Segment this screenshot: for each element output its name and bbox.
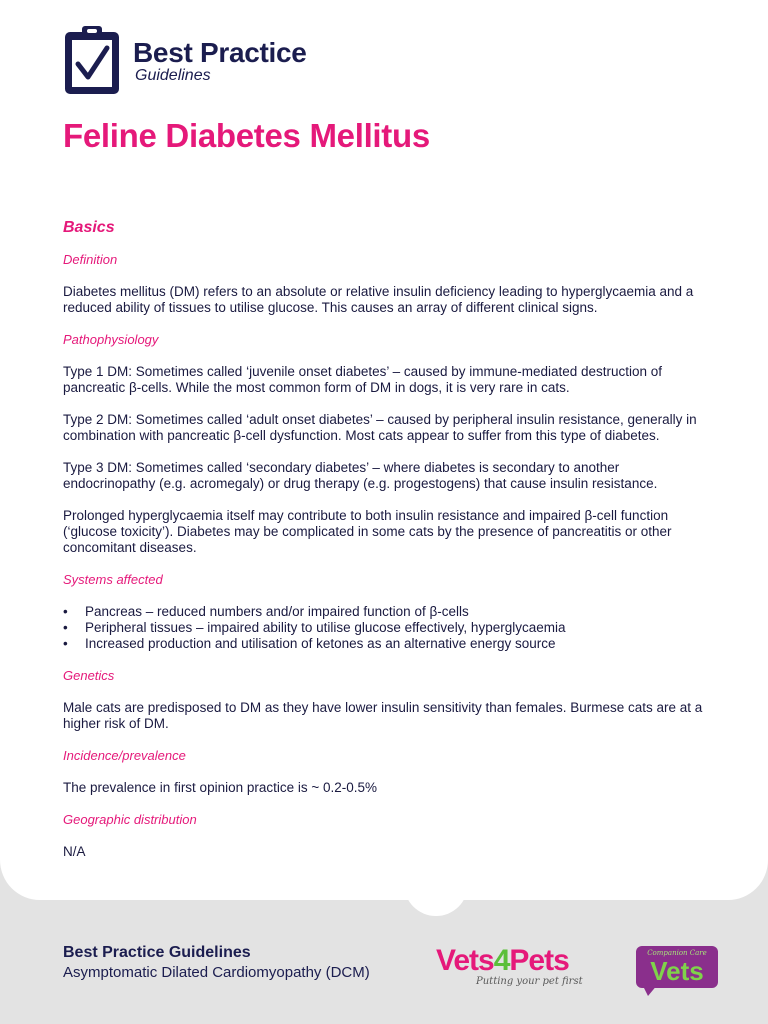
geographic-text: N/A xyxy=(63,844,86,859)
pathophysiology-type1: Type 1 DM: Sometimes called ‘juvenile onset diabetes’ – caused by immune-mediated destruction of pancreatic β-cells. While the most common form of DM in dogs, it is very rare in cats. xyxy=(63,364,663,395)
vets4pets-wordmark xyxy=(436,944,606,978)
incidence-text: The prevalence in first opinion practice is ~ 0.2-0.5% xyxy=(63,780,378,795)
companion-care-label: Companion Care xyxy=(647,949,707,957)
companion-care-vets-label: Vets xyxy=(650,956,704,986)
subheading-pathophysiology: Pathophysiology xyxy=(63,332,159,347)
subheading-definition: Definition xyxy=(63,252,118,267)
clipboard-check-icon xyxy=(63,24,121,96)
subheading-geographic: Geographic distribution xyxy=(63,812,197,827)
main-content xyxy=(63,214,708,876)
footer-title: Best Practice Guidelines xyxy=(63,944,251,961)
vets4pets-tagline: Putting your pet first xyxy=(476,976,583,987)
wordmark-pets: Pets xyxy=(509,944,569,977)
list-item: • Pancreas – reduced numbers and/or impaired function of β-cells xyxy=(63,604,708,620)
list-item: • Peripheral tissues – impaired ability to utilise glucose effectively, hyperglycaemia xyxy=(63,620,708,636)
genetics-text: Male cats are predisposed to DM as they have lower insulin sensitivity than females. Burmese cats are at a higher risk of DM. xyxy=(63,700,703,731)
systems-affected-list xyxy=(63,604,708,652)
logo-subtitle: Guidelines xyxy=(135,67,211,84)
logo-title: Best Practice xyxy=(133,37,307,68)
wordmark-4: 4 xyxy=(493,944,510,977)
section-heading-basics: Basics xyxy=(63,219,115,236)
subheading-genetics: Genetics xyxy=(63,668,115,683)
subheading-systems-affected: Systems affected xyxy=(63,572,163,587)
pathophysiology-type2: Type 2 DM: Sometimes called ‘adult onset diabetes’ – caused by peripheral insulin resistance, generally in combination with pancreatic β-cell dysfunction. Most cats appear to suffer from this type of diabetes. xyxy=(63,412,697,443)
pathophysiology-type3: Type 3 DM: Sometimes called ‘secondary diabetes’ – where diabetes is secondary to another endocrinopathy (e.g. acromegaly) or drug therapy (e.g. progestogens) that cause insulin resistance. xyxy=(63,460,658,491)
wordmark-vets: Vets xyxy=(436,944,494,977)
page-title: Feline Diabetes Mellitus xyxy=(63,117,430,154)
subheading-incidence: Incidence/prevalence xyxy=(63,748,186,763)
best-practice-logo xyxy=(63,24,307,96)
pathophysiology-glucose-toxicity: Prolonged hyperglycaemia itself may contribute to both insulin resistance and impaired β-cell function (‘glucose toxicity’). Diabetes may be complicated in some cats by the presence of pancreatitis or other concomitant diseases. xyxy=(63,508,672,555)
footer-subtitle: Asymptomatic Dilated Cardiomyopathy (DCM) xyxy=(63,964,370,981)
sheet-notch xyxy=(404,880,468,916)
vets4pets-logo xyxy=(436,944,606,987)
companion-care-vets-logo xyxy=(636,946,718,996)
definition-text: Diabetes mellitus (DM) refers to an absolute or relative insulin deficiency leading to hyperglycaemia and a reduced ability of tissues to utilise glucose. This causes an array of different clinical signs. xyxy=(63,284,694,315)
list-item: • Increased production and utilisation of ketones as an alternative energy source xyxy=(63,636,708,652)
